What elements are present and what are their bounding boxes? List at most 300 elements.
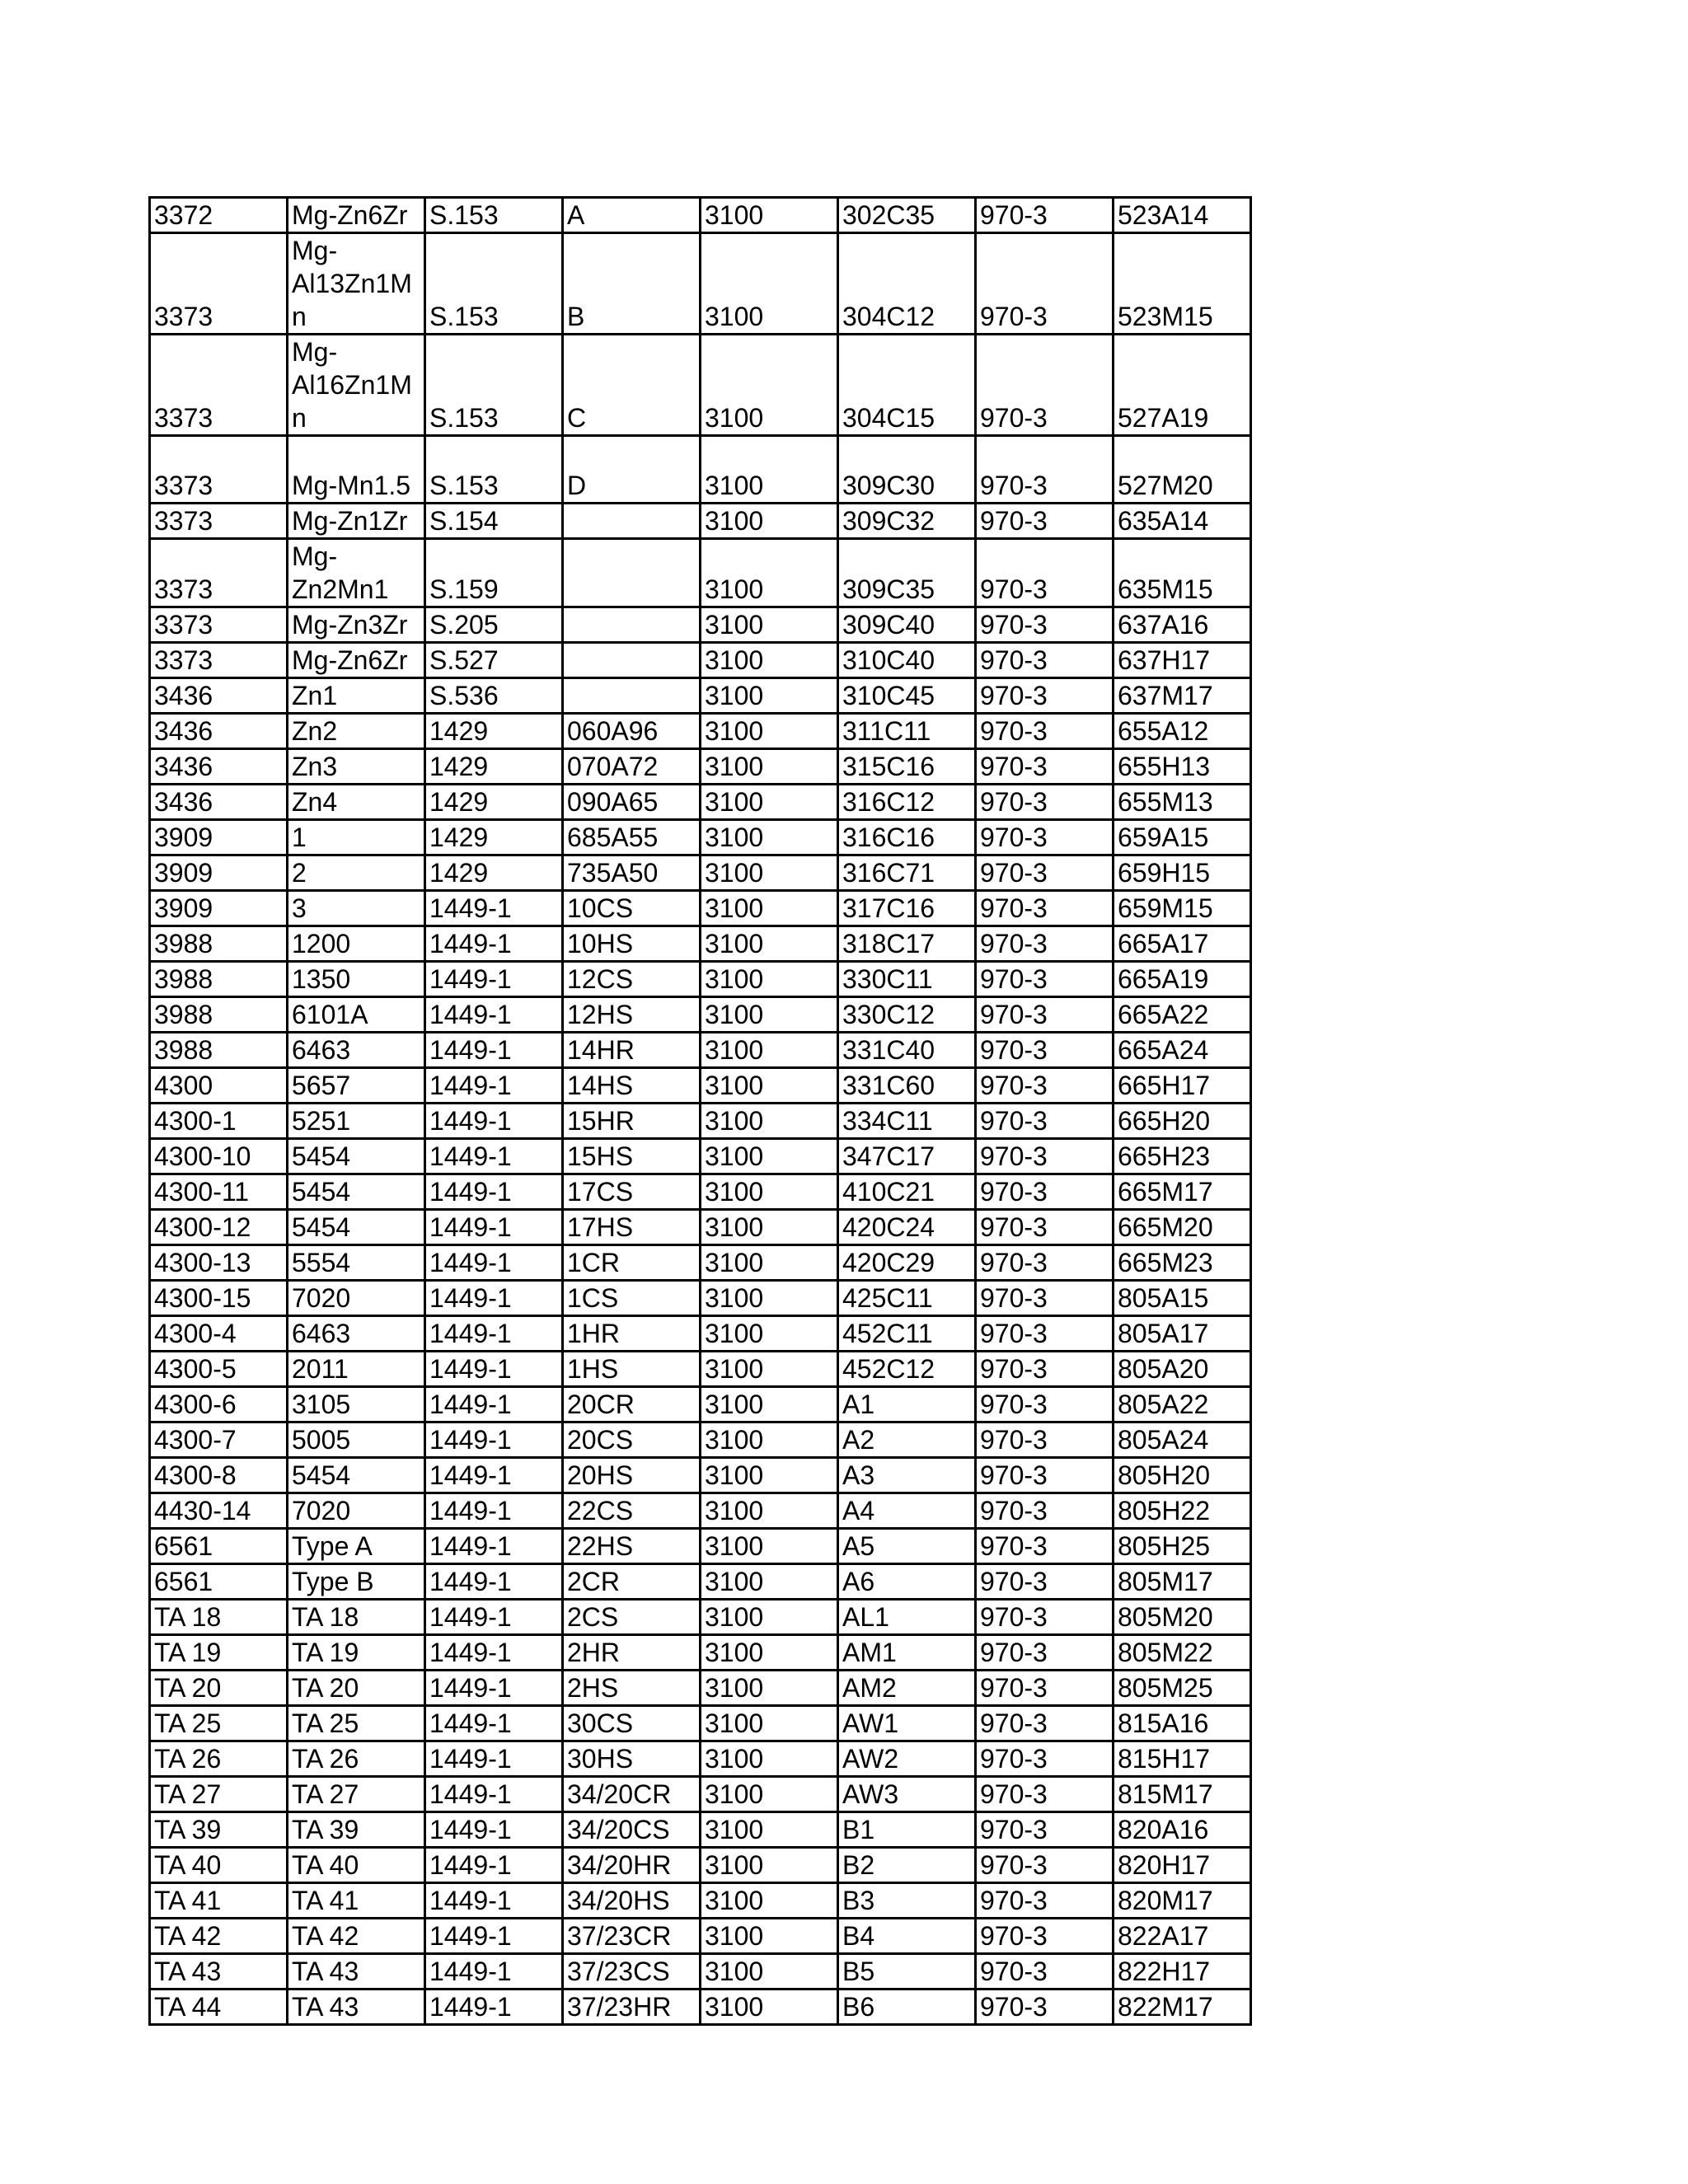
table-cell: 4300-5 <box>150 1352 288 1387</box>
table-cell: 1449-1 <box>425 1671 563 1706</box>
table-cell: 3909 <box>150 891 288 926</box>
table-cell: 420C24 <box>838 1210 976 1245</box>
table-cell: TA 39 <box>150 1812 288 1848</box>
table-cell: 1429 <box>425 714 563 749</box>
table-cell: AM2 <box>838 1671 976 1706</box>
table-cell: 3100 <box>701 962 838 997</box>
table-cell: B5 <box>838 1954 976 1990</box>
table-row <box>150 1812 1251 1848</box>
table-cell: 3100 <box>701 997 838 1033</box>
table-cell: 805M25 <box>1114 1671 1251 1706</box>
table-cell: 3100 <box>701 539 838 607</box>
table-cell: 318C17 <box>838 926 976 962</box>
table-cell: 37/23HR <box>563 1990 701 2025</box>
table-cell: 10CS <box>563 891 701 926</box>
table-cell: 304C12 <box>838 233 976 335</box>
table-cell: 15HS <box>563 1139 701 1174</box>
table-row <box>150 1210 1251 1245</box>
table-cell: TA 43 <box>288 1954 425 1990</box>
table-cell: 3100 <box>701 1068 838 1104</box>
table-cell: B2 <box>838 1848 976 1883</box>
table-cell: 665H20 <box>1114 1104 1251 1139</box>
table-row <box>150 1741 1251 1777</box>
table-cell: 3100 <box>701 1387 838 1422</box>
table-row <box>150 962 1251 997</box>
table-cell: 970-3 <box>976 436 1114 504</box>
table-cell: 3373 <box>150 436 288 504</box>
table-cell: 4300-4 <box>150 1316 288 1352</box>
table-cell: 1449-1 <box>425 997 563 1033</box>
table-cell: 2011 <box>288 1352 425 1387</box>
table-row <box>150 1139 1251 1174</box>
table-row <box>150 1777 1251 1812</box>
table-cell: 6561 <box>150 1564 288 1600</box>
table-cell: 3100 <box>701 1033 838 1068</box>
table-cell: 6463 <box>288 1033 425 1068</box>
table-cell: 316C16 <box>838 820 976 855</box>
table-cell: TA 26 <box>288 1741 425 1777</box>
table-cell: 3373 <box>150 233 288 335</box>
table-cell: AM1 <box>838 1635 976 1671</box>
table-cell: 523M15 <box>1114 233 1251 335</box>
table-cell: 2CS <box>563 1600 701 1635</box>
table-cell: 822H17 <box>1114 1954 1251 1990</box>
table-cell: B3 <box>838 1883 976 1919</box>
table-cell: 1449-1 <box>425 1493 563 1529</box>
table-cell: 970-3 <box>976 926 1114 962</box>
table-cell: 309C30 <box>838 436 976 504</box>
table-cell: 1449-1 <box>425 1033 563 1068</box>
table-cell: Mg-Mn1.5 <box>288 436 425 504</box>
table-cell <box>563 678 701 714</box>
table-cell: 1449-1 <box>425 1174 563 1210</box>
table-cell: 20CR <box>563 1387 701 1422</box>
table-row <box>150 749 1251 785</box>
table-cell: 970-3 <box>976 1281 1114 1316</box>
table-cell: 1449-1 <box>425 1104 563 1139</box>
table-row <box>150 714 1251 749</box>
table-row <box>150 1529 1251 1564</box>
table-cell: TA 43 <box>150 1954 288 1990</box>
table-cell: A <box>563 198 701 233</box>
table-cell: 5454 <box>288 1458 425 1493</box>
table-row <box>150 1316 1251 1352</box>
table-cell: 970-3 <box>976 1245 1114 1281</box>
table-cell: AW3 <box>838 1777 976 1812</box>
table-cell: 4300-12 <box>150 1210 288 1245</box>
table-cell: AL1 <box>838 1600 976 1635</box>
table-cell: 14HR <box>563 1033 701 1068</box>
table-cell: A4 <box>838 1493 976 1529</box>
table-cell: 317C16 <box>838 891 976 926</box>
table-cell: 3909 <box>150 855 288 891</box>
table-row <box>150 891 1251 926</box>
table-cell: 805H25 <box>1114 1529 1251 1564</box>
table-cell: 665H23 <box>1114 1139 1251 1174</box>
table-cell: B4 <box>838 1919 976 1954</box>
table-cell: 3100 <box>701 1245 838 1281</box>
table-cell: 3988 <box>150 962 288 997</box>
table-cell: 820H17 <box>1114 1848 1251 1883</box>
table-cell: 970-3 <box>976 962 1114 997</box>
table-cell: 805M22 <box>1114 1635 1251 1671</box>
table-cell: 970-3 <box>976 997 1114 1033</box>
table-cell: 659M15 <box>1114 891 1251 926</box>
table-cell: 4300-7 <box>150 1422 288 1458</box>
table-cell: 3373 <box>150 643 288 678</box>
table-cell: 452C12 <box>838 1352 976 1387</box>
table-row <box>150 539 1251 607</box>
table-cell: S.205 <box>425 607 563 643</box>
table-cell: 3100 <box>701 504 838 539</box>
table-cell: 309C32 <box>838 504 976 539</box>
table-cell: 20HS <box>563 1458 701 1493</box>
table-cell: A6 <box>838 1564 976 1600</box>
table-cell: 1449-1 <box>425 1245 563 1281</box>
table-cell: TA 25 <box>288 1706 425 1741</box>
table-cell: 330C11 <box>838 962 976 997</box>
table-cell: 3100 <box>701 233 838 335</box>
table-cell: 5554 <box>288 1245 425 1281</box>
table-cell: 523A14 <box>1114 198 1251 233</box>
table-cell: 3100 <box>701 820 838 855</box>
table-cell: 22HS <box>563 1529 701 1564</box>
table-cell: 815A16 <box>1114 1706 1251 1741</box>
table-body <box>150 198 1251 2025</box>
table-cell: 805M17 <box>1114 1564 1251 1600</box>
table-cell: 970-3 <box>976 1352 1114 1387</box>
table-row <box>150 335 1251 436</box>
table-row <box>150 1387 1251 1422</box>
table-cell: 970-3 <box>976 607 1114 643</box>
table-cell: 970-3 <box>976 1848 1114 1883</box>
table-cell: 3100 <box>701 1529 838 1564</box>
table-cell: 970-3 <box>976 1883 1114 1919</box>
table-cell: TA 41 <box>288 1883 425 1919</box>
table-cell: 1 <box>288 820 425 855</box>
table-cell: 3100 <box>701 1281 838 1316</box>
table-cell: D <box>563 436 701 504</box>
table-cell: 665M20 <box>1114 1210 1251 1245</box>
table-cell: 3100 <box>701 1458 838 1493</box>
table-cell: TA 19 <box>150 1635 288 1671</box>
table-cell: 1429 <box>425 749 563 785</box>
table-cell: 34/20CR <box>563 1777 701 1812</box>
table-cell: 17HS <box>563 1210 701 1245</box>
table-cell <box>563 539 701 607</box>
table-cell: 3100 <box>701 643 838 678</box>
table-cell: 3100 <box>701 1990 838 2025</box>
table-cell: 3988 <box>150 997 288 1033</box>
table-cell: 805H20 <box>1114 1458 1251 1493</box>
table-cell: S.153 <box>425 233 563 335</box>
table-cell: 970-3 <box>976 1954 1114 1990</box>
table-cell: 1449-1 <box>425 1068 563 1104</box>
table-row <box>150 1458 1251 1493</box>
table-cell: 3100 <box>701 1954 838 1990</box>
table-cell: 970-3 <box>976 1777 1114 1812</box>
table-cell: 3100 <box>701 607 838 643</box>
table-cell: 3100 <box>701 1635 838 1671</box>
table-cell: 3100 <box>701 1174 838 1210</box>
table-cell: B1 <box>838 1812 976 1848</box>
table-cell: 316C12 <box>838 785 976 820</box>
table-cell: 665A17 <box>1114 926 1251 962</box>
table-cell: S.153 <box>425 335 563 436</box>
table-cell: 315C16 <box>838 749 976 785</box>
table-cell: 3100 <box>701 1210 838 1245</box>
table-cell: 1350 <box>288 962 425 997</box>
table-cell: Mg- Zn2Mn1 <box>288 539 425 607</box>
table-cell: 3100 <box>701 1316 838 1352</box>
table-cell: Zn3 <box>288 749 425 785</box>
table-cell: 090A65 <box>563 785 701 820</box>
table-cell: 805A22 <box>1114 1387 1251 1422</box>
table-cell: 2CR <box>563 1564 701 1600</box>
table-cell: S.154 <box>425 504 563 539</box>
table-cell: 5454 <box>288 1210 425 1245</box>
table-cell: 4300-1 <box>150 1104 288 1139</box>
table-cell: 970-3 <box>976 643 1114 678</box>
table-cell: TA 27 <box>150 1777 288 1812</box>
table-cell: TA 20 <box>150 1671 288 1706</box>
table-cell: 37/23CS <box>563 1954 701 1990</box>
table-cell: 805M20 <box>1114 1600 1251 1635</box>
table-cell: 3105 <box>288 1387 425 1422</box>
table-cell: 970-3 <box>976 1564 1114 1600</box>
table-row <box>150 1848 1251 1883</box>
table-cell: 970-3 <box>976 1741 1114 1777</box>
table-cell: 5454 <box>288 1174 425 1210</box>
table-cell: 805H22 <box>1114 1493 1251 1529</box>
table-cell: 822M17 <box>1114 1990 1251 2025</box>
table-cell: TA 40 <box>288 1848 425 1883</box>
table-cell: 3100 <box>701 198 838 233</box>
table-row <box>150 1600 1251 1635</box>
table-cell: 655M13 <box>1114 785 1251 820</box>
table-cell <box>563 643 701 678</box>
table-cell: Mg- Al16Zn1M n <box>288 335 425 436</box>
table-cell: TA 39 <box>288 1812 425 1848</box>
table-cell: 970-3 <box>976 1919 1114 1954</box>
table-cell: 665A24 <box>1114 1033 1251 1068</box>
table-cell: 4300-15 <box>150 1281 288 1316</box>
table-row <box>150 1706 1251 1741</box>
table-cell: 3100 <box>701 1777 838 1812</box>
table-row <box>150 1352 1251 1387</box>
table-cell: 5005 <box>288 1422 425 1458</box>
table-row <box>150 1883 1251 1919</box>
table-cell: 805A15 <box>1114 1281 1251 1316</box>
table-cell: 6101A <box>288 997 425 1033</box>
table-cell: 3100 <box>701 436 838 504</box>
table-cell: 330C12 <box>838 997 976 1033</box>
table-cell: 970-3 <box>976 1174 1114 1210</box>
table-cell: 1449-1 <box>425 1281 563 1316</box>
table-cell: 970-3 <box>976 855 1114 891</box>
table-cell: 12HS <box>563 997 701 1033</box>
table-cell: 1429 <box>425 855 563 891</box>
table-cell: Mg-Zn6Zr <box>288 643 425 678</box>
table-cell: 3100 <box>701 1706 838 1741</box>
table-cell: 310C40 <box>838 643 976 678</box>
table-cell: 311C11 <box>838 714 976 749</box>
table-cell: TA 27 <box>288 1777 425 1812</box>
table-cell: 3100 <box>701 1600 838 1635</box>
table-cell: 12CS <box>563 962 701 997</box>
table-cell: 30HS <box>563 1741 701 1777</box>
table-cell: 331C60 <box>838 1068 976 1104</box>
table-cell: 805A24 <box>1114 1422 1251 1458</box>
table-cell: 5251 <box>288 1104 425 1139</box>
table-cell: 1449-1 <box>425 1883 563 1919</box>
table-cell: A1 <box>838 1387 976 1422</box>
table-row <box>150 785 1251 820</box>
table-cell: 3909 <box>150 820 288 855</box>
table-row <box>150 233 1251 335</box>
table-cell: 060A96 <box>563 714 701 749</box>
table-cell: 1449-1 <box>425 1741 563 1777</box>
table-cell: 970-3 <box>976 1316 1114 1352</box>
table-row <box>150 820 1251 855</box>
table-cell: 34/20HR <box>563 1848 701 1883</box>
table-cell: 970-3 <box>976 1422 1114 1458</box>
table-cell: 820M17 <box>1114 1883 1251 1919</box>
table-cell: 1CR <box>563 1245 701 1281</box>
table-cell: 34/20HS <box>563 1883 701 1919</box>
table-cell: 334C11 <box>838 1104 976 1139</box>
table-cell: 3373 <box>150 607 288 643</box>
table-row <box>150 607 1251 643</box>
table-cell: TA 20 <box>288 1671 425 1706</box>
table-cell: TA 26 <box>150 1741 288 1777</box>
table-cell: 3100 <box>701 1671 838 1706</box>
table-cell: 3100 <box>701 1493 838 1529</box>
table-cell: 527M20 <box>1114 436 1251 504</box>
table-cell: 735A50 <box>563 855 701 891</box>
table-cell: 3436 <box>150 714 288 749</box>
table-cell: 815H17 <box>1114 1741 1251 1777</box>
table-cell: S.153 <box>425 198 563 233</box>
table-cell: TA 42 <box>288 1919 425 1954</box>
table-cell: 3100 <box>701 1848 838 1883</box>
table-row <box>150 1281 1251 1316</box>
table-row <box>150 1033 1251 1068</box>
table-cell: 34/20CS <box>563 1812 701 1848</box>
table-cell: 970-3 <box>976 1104 1114 1139</box>
table-cell: TA 41 <box>150 1883 288 1919</box>
table-row <box>150 1635 1251 1671</box>
table-cell: 3436 <box>150 749 288 785</box>
table-cell: 14HS <box>563 1068 701 1104</box>
table-cell: 3100 <box>701 926 838 962</box>
table-cell: 452C11 <box>838 1316 976 1352</box>
table-cell: 1HR <box>563 1316 701 1352</box>
table-cell: 4300-13 <box>150 1245 288 1281</box>
table-cell: 970-3 <box>976 785 1114 820</box>
table-row <box>150 1919 1251 1954</box>
table-cell: 970-3 <box>976 714 1114 749</box>
table-cell: 6561 <box>150 1529 288 1564</box>
table-row <box>150 1174 1251 1210</box>
table-cell: Mg- Al13Zn1M n <box>288 233 425 335</box>
table-cell: 970-3 <box>976 504 1114 539</box>
table-cell: A2 <box>838 1422 976 1458</box>
table-cell: 1449-1 <box>425 1919 563 1954</box>
table-cell: Mg-Zn3Zr <box>288 607 425 643</box>
table-cell: 970-3 <box>976 198 1114 233</box>
table-cell: 3436 <box>150 785 288 820</box>
table-cell: 1449-1 <box>425 1422 563 1458</box>
table-cell: 17CS <box>563 1174 701 1210</box>
table-cell: 2HS <box>563 1671 701 1706</box>
table-cell: 1449-1 <box>425 1954 563 1990</box>
table-cell: 4300 <box>150 1068 288 1104</box>
table-cell: Zn1 <box>288 678 425 714</box>
table-cell: 970-3 <box>976 1671 1114 1706</box>
table-cell: 970-3 <box>976 1812 1114 1848</box>
table-row <box>150 997 1251 1033</box>
table-cell: 304C15 <box>838 335 976 436</box>
table-cell: B6 <box>838 1990 976 2025</box>
table-cell: 805A20 <box>1114 1352 1251 1387</box>
table-cell: C <box>563 335 701 436</box>
table-cell: 3373 <box>150 539 288 607</box>
table-cell: 3100 <box>701 1564 838 1600</box>
table-cell: 970-3 <box>976 1600 1114 1635</box>
table-cell: 3100 <box>701 1422 838 1458</box>
table-cell: 316C71 <box>838 855 976 891</box>
table-cell: Type B <box>288 1564 425 1600</box>
table-cell: 6463 <box>288 1316 425 1352</box>
table-cell: 1449-1 <box>425 1777 563 1812</box>
table-cell: 970-3 <box>976 1990 1114 2025</box>
table-cell: 1449-1 <box>425 1848 563 1883</box>
table-cell: A5 <box>838 1529 976 1564</box>
table-cell: 635M15 <box>1114 539 1251 607</box>
table-cell: 970-3 <box>976 678 1114 714</box>
table-cell: 970-3 <box>976 1458 1114 1493</box>
table-cell: 1449-1 <box>425 1387 563 1422</box>
table-row <box>150 1245 1251 1281</box>
table-cell: 22CS <box>563 1493 701 1529</box>
table-cell: 425C11 <box>838 1281 976 1316</box>
table-cell: 4300-11 <box>150 1174 288 1210</box>
table-cell: 302C35 <box>838 198 976 233</box>
table-cell: 7020 <box>288 1281 425 1316</box>
table-cell: 20CS <box>563 1422 701 1458</box>
table-cell: 1449-1 <box>425 1210 563 1245</box>
table-cell: 347C17 <box>838 1139 976 1174</box>
table-cell: 3100 <box>701 1812 838 1848</box>
table-row <box>150 926 1251 962</box>
table-cell: 820A16 <box>1114 1812 1251 1848</box>
table-cell: 970-3 <box>976 1387 1114 1422</box>
table-cell: 970-3 <box>976 1635 1114 1671</box>
table-cell: 637H17 <box>1114 643 1251 678</box>
table-cell: S.536 <box>425 678 563 714</box>
table-cell: S.153 <box>425 436 563 504</box>
table-cell: 1449-1 <box>425 926 563 962</box>
table-cell: 1449-1 <box>425 1706 563 1741</box>
table-cell: B <box>563 233 701 335</box>
table-cell: 3988 <box>150 1033 288 1068</box>
table-cell: 3988 <box>150 926 288 962</box>
table-cell: AW1 <box>838 1706 976 1741</box>
table-cell: 822A17 <box>1114 1919 1251 1954</box>
table-cell: AW2 <box>838 1741 976 1777</box>
table-cell: 7020 <box>288 1493 425 1529</box>
